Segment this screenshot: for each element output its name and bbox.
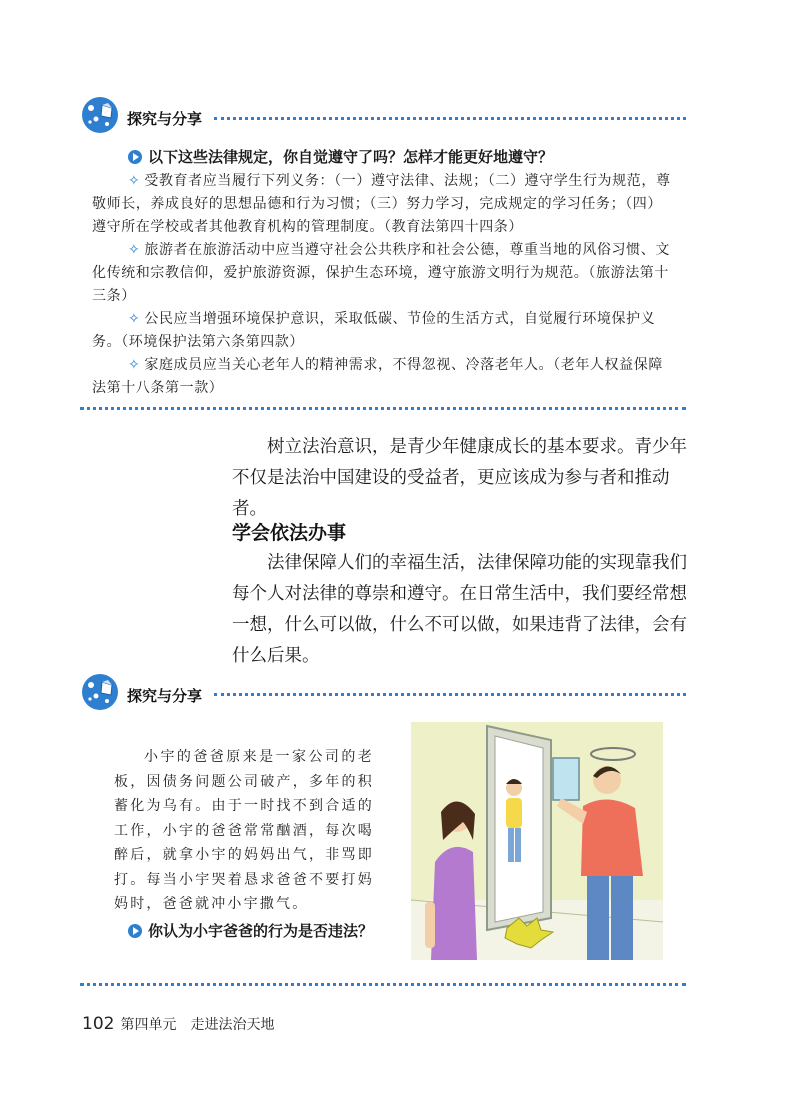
diamond-bullet-icon: ✧ xyxy=(128,357,141,373)
unit-label: 第四单元 xyxy=(120,1017,177,1033)
explore-share-icon xyxy=(80,672,120,716)
law-text: 公民应当增强环境保护意识，采取低碳、节俭的生活方式，自觉履行环境保护义务。（环境保护法第六条第四款） xyxy=(92,311,656,350)
law-list xyxy=(92,170,676,400)
law-item xyxy=(92,239,676,308)
page-number: 102 xyxy=(82,1014,115,1034)
case-story: 小宇的爸爸原来是一家公司的老板，因债务问题公司破产，多年的积蓄化为乌有。由于一时找不到合适的工作，小宇的爸爸常常酗酒，每次喝醉后，就拿小宇的妈妈出气，非骂即打。每当小宇哭着恳求爸爸不要打妈妈时，爸爸就冲小宇撒气。 xyxy=(114,749,374,912)
unit-title: 走进法治天地 xyxy=(190,1017,275,1033)
family-conflict-illustration xyxy=(411,722,663,960)
law-item xyxy=(92,170,676,239)
paragraph: 树立法治意识，是青少年健康成长的基本要求。青少年不仅是法治中国建设的受益者，更应该成为参与者和推动者。 xyxy=(232,437,687,519)
law-item xyxy=(92,354,676,400)
diamond-bullet-icon: ✧ xyxy=(128,173,141,189)
dotted-divider xyxy=(214,693,686,696)
question-text: 你认为小宇爸爸的行为是否违法？ xyxy=(148,922,374,940)
law-text: 受教育者应当履行下列义务：（一）遵守法律、法规；（二）遵守学生行为规范，尊敬师长，养成良好的思想品德和行为习惯；（三）努力学习，完成规定的学习任务；（四）遵守所在学校或者其他教育机构的管理制度。（教育法第四十四条） xyxy=(92,173,671,235)
diamond-bullet-icon: ✧ xyxy=(128,242,141,258)
page-footer xyxy=(82,1014,274,1034)
explore-share-icon xyxy=(80,95,120,139)
law-item xyxy=(92,308,676,354)
discussion-question xyxy=(128,146,553,167)
section-title: 探究与分享 xyxy=(127,110,203,128)
section-title: 探究与分享 xyxy=(127,687,203,705)
dotted-divider xyxy=(80,407,686,410)
section-heading: 学会依法办事 xyxy=(232,522,347,544)
discussion-question xyxy=(128,920,373,941)
law-text: 家庭成员应当关心老年人的精神需求，不得忽视、冷落老年人。（老年人权益保障法第十八条第一款） xyxy=(92,357,663,396)
question-text: 以下这些法律规定，你自觉遵守了吗？怎样才能更好地遵守？ xyxy=(148,148,554,166)
paragraph: 法律保障人们的幸福生活，法律保障功能的实现靠我们每个人对法律的尊崇和遵守。在日常生活中，我们要经常想一想，什么可以做，什么不可以做，如果违背了法律，会有什么后果。 xyxy=(232,553,687,666)
law-text: 旅游者在旅游活动中应当遵守社会公共秩序和社会公德，尊重当地的风俗习惯、文化传统和宗教信仰，爱护旅游资源，保护生态环境，遵守旅游文明行为规范。（旅游法第十三条） xyxy=(92,242,670,304)
dotted-divider xyxy=(80,983,686,986)
dotted-divider xyxy=(214,117,686,120)
diamond-bullet-icon: ✧ xyxy=(128,311,141,327)
play-circle-icon xyxy=(128,150,142,164)
play-circle-icon xyxy=(128,924,142,938)
